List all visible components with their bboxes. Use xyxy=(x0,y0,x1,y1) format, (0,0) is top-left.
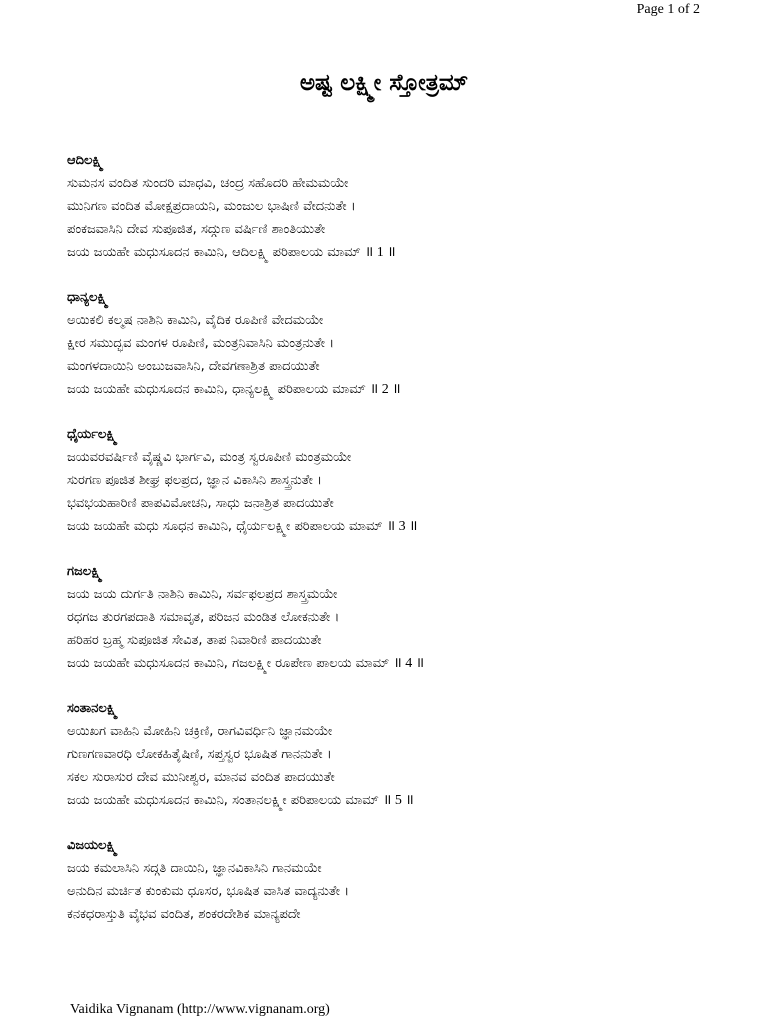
verse-line xyxy=(67,172,707,195)
verse-text: ಜಯ ಜಯಹೇ ಮಧುಸೂದನ ಕಾಮಿನಿ, ಧಾನ್ಯಲಕ್ಷ್ಮಿ ಪರಿಪಾಲಯ ಮಾಮ್ xyxy=(67,382,366,397)
verse-text: ಜಯ ಜಯಹೇ ಮಧುಸೂದನ ಕಾಮಿನಿ, ಗಜಲಕ್ಷ್ಮೀ ರೂಪೇಣ ಪಾಲಯ ಮಾಮ್ xyxy=(67,656,390,671)
verse-text: ಅನುದಿನ ಮರ್ಚಿತ ಕುಂಕುಮ ಧೂಸರ, ಭೂಷಿತ ವಾಸಿತ ವಾದ್ಯನುತೇ । xyxy=(67,884,350,899)
verse-text: ಸುಮನಸ ವಂದಿತ ಸುಂದರಿ ಮಾಧವಿ, ಚಂದ್ರ ಸಹೊದರಿ ಹೇಮಮಯೇ xyxy=(67,176,349,191)
verse-line xyxy=(67,652,707,675)
verse-line xyxy=(67,492,707,515)
verse-line xyxy=(67,309,707,332)
verse-line xyxy=(67,355,707,378)
stotra-section xyxy=(67,150,707,264)
verse-line xyxy=(67,583,707,606)
verse-line xyxy=(67,743,707,766)
verse-text: ಜಯ ಜಯ ದುರ್ಗತಿ ನಾಶಿನಿ ಕಾಮಿನಿ, ಸರ್ವಫಲಪ್ರದ ಶಾಸ್ತ್ರಮಯೇ xyxy=(67,587,338,602)
verse-text: ಕನಕಧರಾಸ್ತುತಿ ವೈಭವ ವಂದಿತ, ಶಂಕರದೇಶಿಕ ಮಾನ್ಯಪದೇ xyxy=(67,907,301,922)
verse-line xyxy=(67,903,707,926)
verse-text: ಸುರಗಣ ಪೂಜಿತ ಶೀಘ್ರ ಫಲಪ್ರದ, ಜ್ಞಾನ ವಿಕಾಸಿನಿ ಶಾಸ್ತ್ರನುತೇ । xyxy=(67,473,322,488)
verse-line xyxy=(67,515,707,538)
section-heading: ಆದಿಲಕ್ಷ್ಮಿ xyxy=(67,153,104,168)
verse-line xyxy=(67,195,707,218)
verse-line xyxy=(67,446,707,469)
verse-line xyxy=(67,606,707,629)
verse-line xyxy=(67,378,707,401)
verse-line xyxy=(67,789,707,812)
verse-line xyxy=(67,880,707,903)
verse-text: ಹರಿಹರ ಬ್ರಹ್ಮ ಸುಪೂಜಿತ ಸೇವಿತ, ತಾಪ ನಿವಾರಿಣಿ ಪಾದಯುತೇ xyxy=(67,633,322,648)
verse-line xyxy=(67,469,707,492)
hymn-content xyxy=(67,150,707,949)
verse-text: ಕ್ಷೀರ ಸಮುದ್ಭವ ಮಂಗಳ ರೂಪಿಣಿ, ಮಂತ್ರನಿವಾಸಿನಿ ಮಂತ್ರನುತೇ । xyxy=(67,336,335,351)
verse-text: ಸಕಲ ಸುರಾಸುರ ದೇವ ಮುನೀಶ್ವರ, ಮಾನವ ವಂದಿತ ಪಾದಯುತೇ xyxy=(67,770,335,785)
verse-number: ॥ 3 ॥ xyxy=(386,519,418,534)
section-heading: ಧೈರ್ಯಲಕ್ಷ್ಮಿ xyxy=(67,427,118,442)
verse-text: ಜಯ ಕಮಲಾಸಿನಿ ಸದ್ಗತಿ ದಾಯಿನಿ, ಜ್ಞಾನವಿಕಾಸಿನಿ ಗಾನಮಯೇ xyxy=(67,861,322,876)
verse-text: ಮಂಗಳದಾಯಿನಿ ಅಂಬುಜವಾಸಿನಿ, ದೇವಗಣಾಶ್ರಿತ ಪಾದಯುತೇ xyxy=(67,359,320,374)
stotra-section xyxy=(67,698,707,812)
verse-line xyxy=(67,766,707,789)
stotra-section xyxy=(67,424,707,538)
verse-number: ॥ 5 ॥ xyxy=(383,793,414,808)
verse-text: ಅಯಿಖಗ ವಾಹಿನಿ ಮೋಹಿನಿ ಚಕ್ರಿಣಿ, ರಾಗವಿವರ್ಧಿನಿ ಜ್ಞಾನಮಯೇ xyxy=(67,724,333,739)
verse-text: ಜಯ ಜಯಹೇ ಮಧು ಸೂಧನ ಕಾಮಿನಿ, ಧೈರ್ಯಲಕ್ಷ್ಮೀ ಪರಿಪಾಲಯ ಮಾಮ್ xyxy=(67,519,383,534)
verse-text: ರಧಗಜ ತುರಗಪದಾತಿ ಸಮಾವೃತ, ಪರಿಜನ ಮಂಡಿತ ಲೋಕನುತೇ । xyxy=(67,610,340,625)
verse-line xyxy=(67,332,707,355)
verse-text: ಜಯವರವರ್ಷಿಣಿ ವೈಷ್ಣವಿ ಭಾರ್ಗವಿ, ಮಂತ್ರ ಸ್ವರೂಪಿಣಿ ಮಂತ್ರಮಯೇ xyxy=(67,450,352,465)
verse-text: ಮುನಿಗಣ ವಂದಿತ ಮೋಕ್ಷಪ್ರದಾಯನಿ, ಮಂಜುಲ ಭಾಷಿಣಿ ವೇದನುತೇ । xyxy=(67,199,356,214)
verse-line xyxy=(67,857,707,880)
verse-line xyxy=(67,720,707,743)
verse-line xyxy=(67,241,707,264)
verse-line xyxy=(67,629,707,652)
verse-number: ॥ 1 ॥ xyxy=(364,245,396,260)
section-heading: ವಿಜಯಲಕ್ಷ್ಮಿ xyxy=(67,838,118,853)
stotra-section xyxy=(67,835,707,926)
stotra-section xyxy=(67,561,707,675)
section-heading: ಧಾನ್ಯಲಕ್ಷ್ಮಿ xyxy=(67,290,109,305)
footer-source: Vaidika Vignanam (http://www.vignanam.org) xyxy=(70,1002,330,1017)
verse-line xyxy=(67,218,707,241)
verse-number: ॥ 4 ॥ xyxy=(393,656,425,671)
page-indicator: Page 1 of 2 xyxy=(636,2,700,17)
verse-text: ಜಯ ಜಯಹೇ ಮಧುಸೂದನ ಕಾಮಿನಿ, ಸಂತಾನಲಕ್ಷ್ಮೀ ಪರಿಪಾಲಯ ಮಾಮ್ xyxy=(67,793,379,808)
verse-text: ಗುಣಗಣವಾರಧಿ ಲೋಕಹಿತೈಷಿಣಿ, ಸಪ್ತಸ್ವರ ಭೂಷಿತ ಗಾನನುತೇ । xyxy=(67,747,332,762)
verse-text: ಪಂಕಜವಾಸಿನಿ ದೇವ ಸುಪೂಜಿತ, ಸದ್ಗುಣ ವರ್ಷಿಣಿ ಶಾಂತಿಯುತೇ xyxy=(67,222,326,237)
section-heading: ಸಂತಾನಲಕ್ಷ್ಮಿ xyxy=(67,701,118,716)
verse-number: ॥ 2 ॥ xyxy=(369,382,401,397)
stotra-section xyxy=(67,287,707,401)
verse-text: ಜಯ ಜಯಹೇ ಮಧುಸೂದನ ಕಾಮಿನಿ, ಆದಿಲಕ್ಷ್ಮಿ ಪರಿಪಾಲಯ ಮಾಮ್ xyxy=(67,245,361,260)
section-heading: ಗಜಲಕ್ಷ್ಮಿ xyxy=(67,564,103,579)
verse-text: ಭವಭಯಹಾರಿಣಿ ಪಾಪವಿಮೋಚನಿ, ಸಾಧು ಜನಾಶ್ರಿತ ಪಾದಯುತೇ xyxy=(67,496,334,511)
page-title: ಅಷ್ಟ ಲಕ್ಷ್ಮೀ ಸ್ತೋತ್ರಮ್ xyxy=(299,70,469,96)
verse-text: ಅಯಿಕಲಿ ಕಲ್ಮಷ ನಾಶಿನಿ ಕಾಮಿನಿ, ವೈದಿಕ ರೂಪಿಣಿ ವೇದಮಯೇ xyxy=(67,313,324,328)
